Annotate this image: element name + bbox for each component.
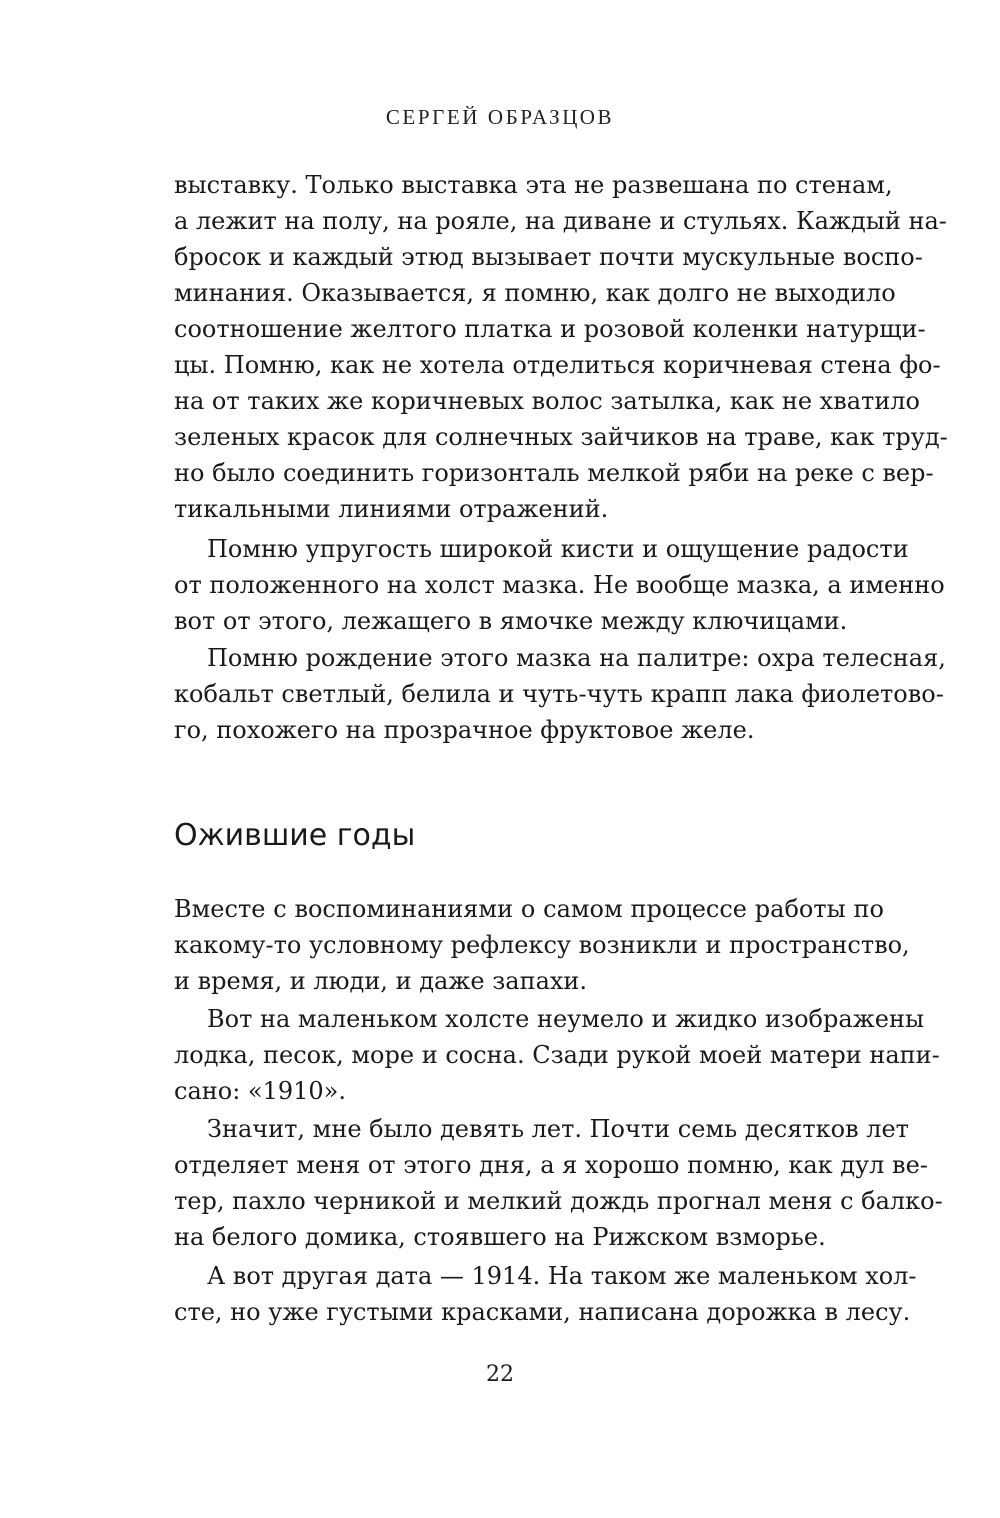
text-line: бросок и каждый этюд вызывает почти мускульные воспо- [174, 243, 923, 271]
text-line: отделяет меня от этого дня, а я хорошо помню, как дул ве- [174, 1151, 928, 1179]
text-line: сте, но уже густыми красками, написана дорожка в лесу. [174, 1298, 911, 1326]
text-line: выставку. Только выставка эта не развешана по стенам, [174, 171, 893, 199]
text-line: тер, пахло черникой и мелкий дождь прогнал меня с балко- [174, 1187, 943, 1215]
page-number: 22 [486, 1362, 514, 1387]
text-line: на белого домика, стоявшего на Рижском взморье. [174, 1223, 826, 1251]
text-line: Значит, мне было девять лет. Почти семь десятков лет [207, 1115, 909, 1143]
text-line: от положенного на холст мазка. Не вообще мазка, а именно [174, 571, 945, 599]
text-line: лодка, песок, море и сосна. Сзади рукой моей матери напи- [174, 1041, 940, 1069]
text-line: какому-то условному рефлексу возникли и пространство, [174, 931, 910, 959]
text-line: Вот на маленьком холсте неумело и жидко изображены [207, 1005, 925, 1033]
section-heading: Ожившие годы [174, 818, 416, 853]
text-line: а лежит на полу, на рояле, на диване и стульях. Каждый на- [174, 207, 947, 235]
text-line: А вот другая дата — 1914. На таком же маленьком хол- [207, 1262, 917, 1290]
text-line: но было соединить горизонталь мелкой ряби на реке с вер- [174, 459, 934, 487]
text-line: цы. Помню, как не хотела отделиться коричневая стена фо- [174, 351, 941, 379]
text-line: минания. Оказывается, я помню, как долго не выходило [174, 279, 896, 307]
text-line: кобальт светлый, белила и чуть-чуть крапп лака фиолетово- [174, 680, 944, 708]
text-line: на от таких же коричневых волос затылка, как не хватило [174, 387, 921, 415]
text-line: тикальными линиями отражений. [174, 495, 609, 523]
running-head: СЕРГЕЙ ОБРАЗЦОВ [385, 105, 615, 129]
text-line: соотношение желтого платка и розовой коленки натурщи- [174, 315, 926, 343]
text-line: сано: «1910». [174, 1077, 346, 1105]
text-line: и время, и люди, и даже запахи. [174, 967, 588, 995]
text-line: го, похожего на прозрачное фруктовое желе. [174, 716, 755, 744]
text-line: зеленых красок для солнечных зайчиков на траве, как труд- [174, 423, 948, 451]
text-line: вот от этого, лежащего в ямочке между ключицами. [174, 607, 848, 635]
text-line: Помню упругость широкой кисти и ощущение радости [207, 535, 909, 563]
text-line: Вместе с воспоминаниями о самом процессе работы по [174, 895, 884, 923]
text-line: Помню рождение этого мазка на палитре: охра телесная, [207, 644, 946, 672]
